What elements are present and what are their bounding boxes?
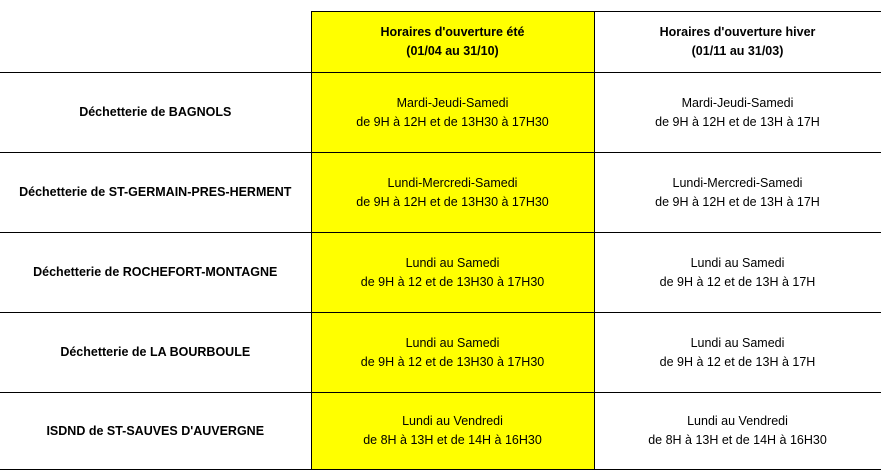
table-row — [0, 393, 881, 470]
winter-hours: de 9H à 12H et de 13H à 17H — [655, 114, 820, 129]
summer-hours-cell — [311, 73, 594, 153]
winter-hours-cell — [594, 153, 881, 233]
winter-days: Lundi-Mercredi-Samedi — [672, 175, 803, 190]
summer-header-title: Horaires d'ouverture été — [380, 25, 525, 39]
winter-hours-cell — [594, 313, 881, 393]
winter-days: Lundi au Vendredi — [687, 414, 788, 428]
summer-hours-cell — [311, 313, 594, 393]
summer-days: Lundi au Samedi — [405, 335, 500, 350]
header-row — [0, 12, 881, 73]
winter-hours: de 8H à 13H et de 14H à 16H30 — [648, 433, 827, 447]
winter-hours-cell — [594, 73, 881, 153]
winter-days: Lundi au Samedi — [690, 255, 785, 270]
winter-hours: de 9H à 12 et de 13H à 17H — [659, 354, 816, 369]
summer-header-period: (01/04 au 31/10) — [406, 44, 499, 58]
site-name: Déchetterie de BAGNOLS — [0, 73, 311, 153]
header-corner-cell — [0, 12, 311, 73]
summer-hours: de 9H à 12 et de 13H30 à 17H30 — [360, 354, 545, 369]
summer-hours-cell — [311, 233, 594, 313]
winter-days: Lundi au Samedi — [690, 335, 785, 350]
site-name: Déchetterie de LA BOURBOULE — [0, 313, 311, 393]
summer-hours: de 9H à 12H et de 13H30 à 17H30 — [356, 194, 549, 209]
site-name: ISDND de ST-SAUVES D'AUVERGNE — [0, 393, 311, 470]
summer-days: Lundi-Mercredi-Samedi — [387, 175, 518, 190]
winter-hours: de 9H à 12 et de 13H à 17H — [659, 274, 816, 289]
summer-hours-cell — [311, 393, 594, 470]
summer-hours: de 8H à 13H et de 14H à 16H30 — [363, 433, 542, 447]
opening-hours-table — [0, 11, 881, 470]
summer-hours-header — [311, 12, 594, 73]
table-row — [0, 153, 881, 233]
winter-days: Mardi-Jeudi-Samedi — [681, 95, 794, 110]
summer-days: Lundi au Vendredi — [402, 414, 503, 428]
table-row — [0, 73, 881, 153]
winter-hours-cell — [594, 233, 881, 313]
winter-header-period: (01/11 au 31/03) — [691, 44, 784, 58]
site-name: Déchetterie de ROCHEFORT-MONTAGNE — [0, 233, 311, 313]
table-row — [0, 313, 881, 393]
winter-hours: de 9H à 12H et de 13H à 17H — [655, 194, 820, 209]
table-row — [0, 233, 881, 313]
summer-hours-cell — [311, 153, 594, 233]
winter-hours-cell — [594, 393, 881, 470]
winter-hours-header — [594, 12, 881, 73]
summer-days: Lundi au Samedi — [405, 255, 500, 270]
summer-days: Mardi-Jeudi-Samedi — [396, 95, 509, 110]
site-name: Déchetterie de ST-GERMAIN-PRES-HERMENT — [0, 153, 311, 233]
summer-hours: de 9H à 12H et de 13H30 à 17H30 — [356, 114, 549, 129]
winter-header-title: Horaires d'ouverture hiver — [659, 25, 816, 39]
summer-hours: de 9H à 12 et de 13H30 à 17H30 — [360, 274, 545, 289]
